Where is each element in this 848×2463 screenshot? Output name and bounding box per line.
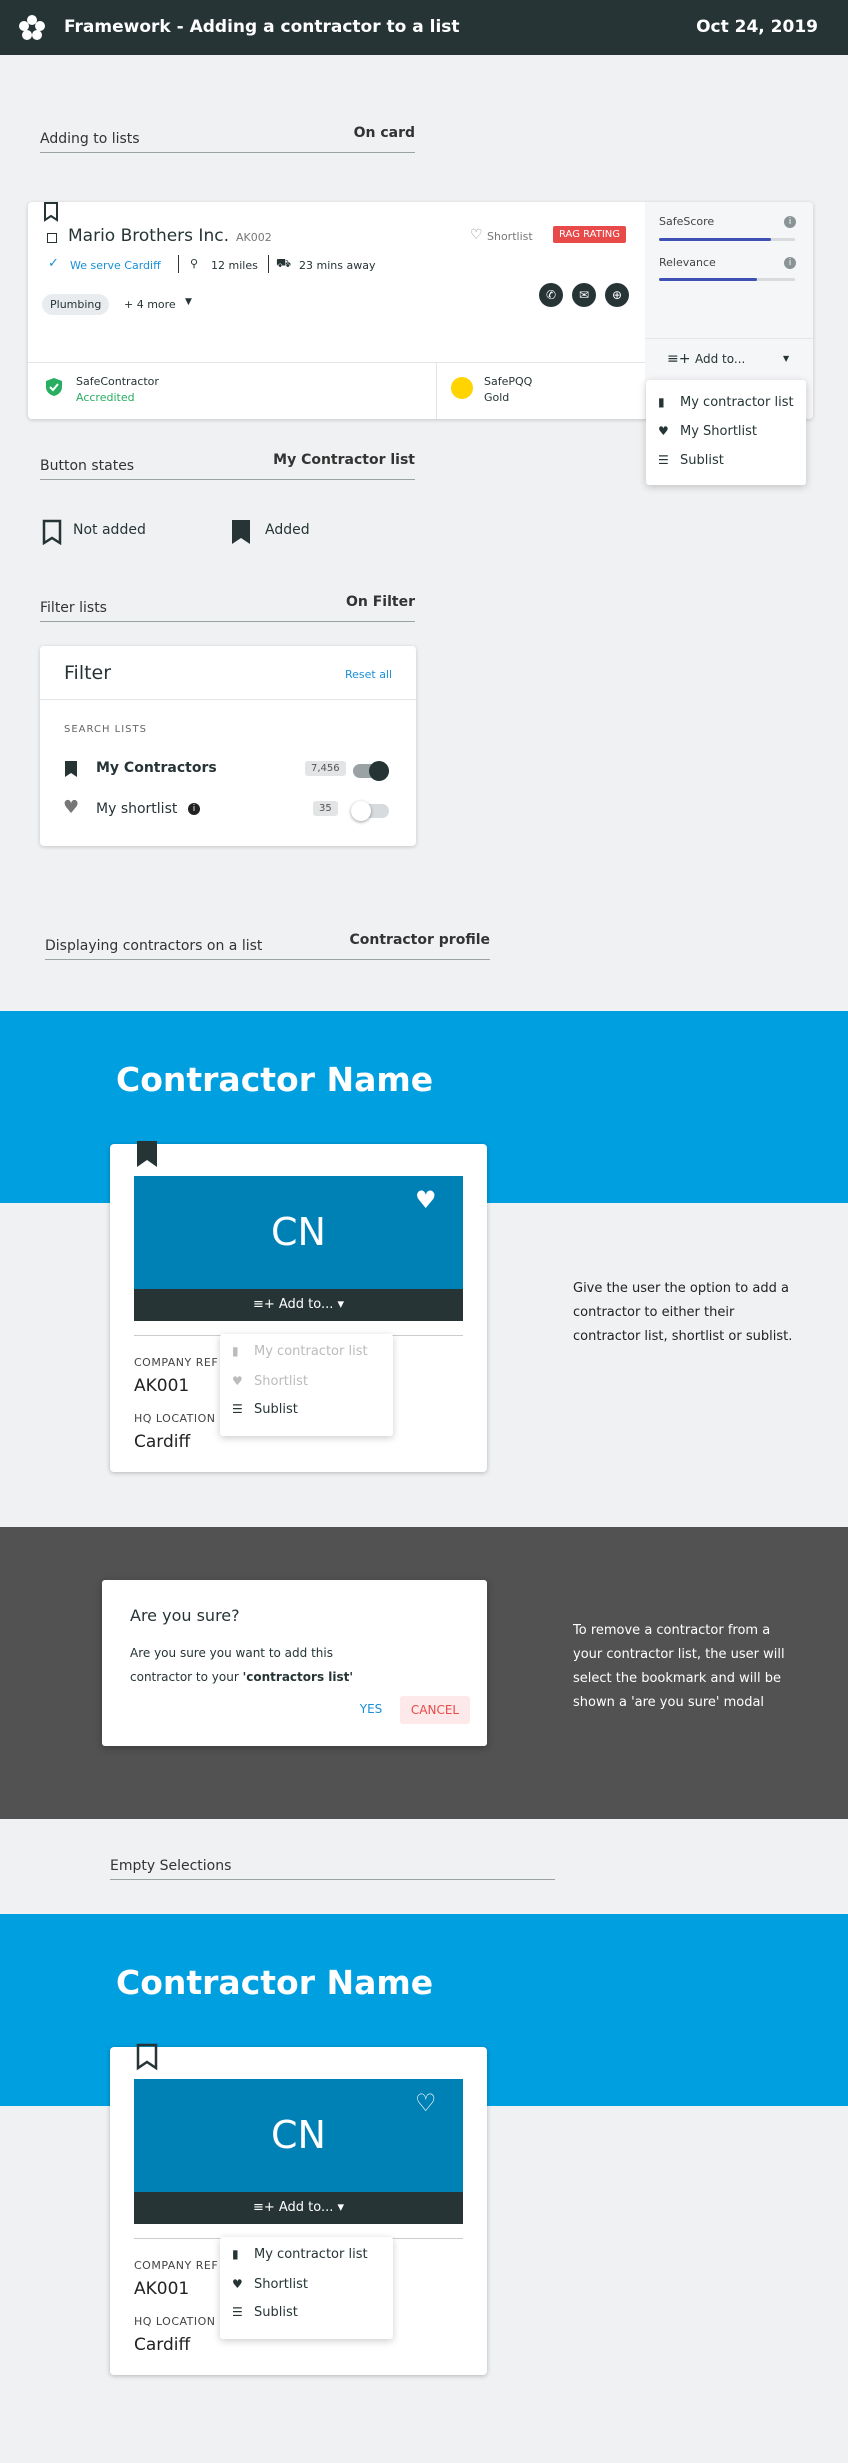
playlist-add-icon: ≡+: [252, 1297, 279, 1312]
playlist-add-icon: ≡+: [667, 351, 691, 367]
menu-item-label: Sublist: [680, 453, 724, 468]
yes-button[interactable]: YES: [359, 1702, 383, 1716]
heart-icon: ♥: [232, 2277, 243, 2291]
contractor-code: AK002: [236, 231, 272, 244]
menu-item-shortlist[interactable]: [232, 2277, 308, 2292]
add-to-label: Add to...: [695, 352, 746, 366]
add-to-button[interactable]: [659, 345, 799, 373]
add-to-button[interactable]: [134, 2192, 463, 2224]
select-checkbox[interactable]: [47, 233, 57, 243]
filter-row-label: My Contractors: [96, 760, 217, 776]
safepqq-level: Gold: [484, 391, 510, 404]
van-icon: ⛟: [276, 256, 292, 270]
heart-outline-icon[interactable]: ♡: [415, 2089, 437, 2117]
section-tag: Contractor profile: [349, 932, 490, 948]
accredited-status: Accredited: [76, 391, 135, 404]
contractor-name[interactable]: Mario Brothers Inc.: [68, 226, 229, 246]
modal-body-emphasis: 'contractors list': [242, 1670, 354, 1684]
section-tag: My Contractor list: [273, 452, 415, 468]
page-date: Oct 24, 2019: [696, 17, 818, 37]
filter-row-label: My shortlist: [96, 801, 178, 817]
section-label: Empty Selections: [110, 1858, 232, 1874]
section-empty: [110, 1852, 555, 1880]
logo-icon: [18, 14, 46, 42]
my-contractors-toggle[interactable]: [353, 764, 389, 778]
safescore-label: SafeScore: [659, 215, 715, 228]
section-display: [45, 932, 490, 960]
filter-title: Filter: [64, 662, 112, 684]
filter-count: 35: [313, 801, 338, 816]
modal-title: Are you sure?: [130, 1606, 240, 1625]
menu-item-shortlist-disabled: [232, 1374, 308, 1389]
reset-all-link[interactable]: Reset all: [345, 668, 393, 681]
relevance-bar: [659, 278, 795, 281]
list-icon: ☰: [658, 453, 669, 467]
section-tag: On Filter: [346, 594, 415, 610]
bookmark-icon[interactable]: [44, 202, 58, 222]
modal-body-line1: Are you sure you want to add this: [130, 1646, 333, 1660]
section-tag: On card: [353, 125, 415, 141]
bookmark-filled-icon[interactable]: [231, 519, 251, 545]
menu-item-contractor-list-disabled: [232, 1344, 368, 1359]
safescore-bar: [659, 238, 795, 241]
divider: [28, 362, 645, 363]
menu-item-label: My Shortlist: [680, 424, 758, 439]
trade-chip[interactable]: Plumbing: [42, 294, 109, 315]
menu-item-label: Shortlist: [254, 1374, 308, 1389]
menu-item-label: My contractor list: [680, 395, 794, 410]
section-filter: [40, 594, 415, 622]
menu-item-sublist[interactable]: [658, 453, 724, 468]
travel-time: 23 mins away: [299, 259, 376, 272]
add-to-menu: [646, 380, 806, 485]
bookmark-outline-icon[interactable]: [136, 2043, 158, 2071]
menu-item-sublist[interactable]: [232, 1402, 298, 1417]
info-icon[interactable]: i: [784, 257, 796, 269]
heart-filled-icon[interactable]: ♥: [415, 1186, 437, 1214]
page-title: Framework - Adding a contractor to a list: [64, 17, 460, 37]
cancel-button[interactable]: CANCEL: [400, 1696, 470, 1724]
safecontractor-label: SafeContractor: [76, 375, 159, 388]
modal-body-text: contractor to your: [130, 1670, 239, 1684]
filter-count: 7,456: [305, 761, 346, 776]
company-ref-value: AK001: [134, 2279, 190, 2299]
info-icon[interactable]: i: [784, 216, 796, 228]
confirm-modal: [102, 1580, 487, 1746]
menu-item-label: Shortlist: [254, 2277, 308, 2292]
company-ref-label: COMPANY REF: [134, 1356, 219, 1369]
added-label: Added: [265, 522, 310, 538]
chevron-down-icon: ▼: [783, 354, 790, 363]
chevron-down-icon: ▾: [333, 1297, 345, 1312]
add-to-label: Add to...: [278, 1297, 334, 1312]
section-label: Button states: [40, 458, 135, 474]
more-trades[interactable]: + 4 more: [124, 298, 176, 311]
phone-icon[interactable]: ✆: [539, 283, 563, 307]
bookmark-icon: ▮: [232, 1344, 239, 1358]
heart-outline-icon[interactable]: ♡: [470, 227, 483, 243]
email-icon[interactable]: ✉: [572, 283, 596, 307]
avatar: CN: [134, 2079, 463, 2192]
company-ref-label: COMPANY REF: [134, 2259, 219, 2272]
list-icon: ☰: [232, 2305, 243, 2319]
bookmark-icon: ▮: [232, 2247, 239, 2261]
section-label: Adding to lists: [40, 131, 140, 147]
avatar: CN: [134, 1176, 463, 1289]
relevance-label: Relevance: [659, 256, 716, 269]
check-icon: ✓: [48, 256, 59, 271]
add-to-menu: [220, 2237, 393, 2339]
divider: [436, 362, 437, 419]
safepqq-label: SafePQQ: [484, 375, 533, 388]
section-adding: [40, 125, 415, 153]
hq-label: HQ LOCATION: [134, 2315, 216, 2328]
info-icon[interactable]: i: [188, 803, 200, 815]
section-label: Displaying contractors on a list: [45, 938, 263, 954]
playlist-add-icon: ≡+: [252, 2200, 279, 2215]
company-ref-value: AK001: [134, 1376, 190, 1396]
divider: [645, 338, 813, 339]
menu-item-contractor-list[interactable]: [658, 395, 794, 410]
heart-icon: ♥: [63, 797, 80, 818]
filter-section-label: SEARCH LISTS: [64, 724, 147, 735]
add-to-menu: [220, 1334, 393, 1436]
section-label: Filter lists: [40, 600, 107, 616]
not-added-label: Not added: [73, 522, 146, 538]
location-pin-icon: ⚲: [190, 257, 199, 270]
bookmark-filled-icon: [64, 760, 78, 778]
my-shortlist-toggle[interactable]: [353, 804, 389, 818]
divider: [40, 699, 416, 700]
section-buttons: [40, 452, 415, 480]
hq-label: HQ LOCATION: [134, 1412, 216, 1425]
serve-area: We serve Cardiff: [70, 259, 161, 272]
hq-value: Cardiff: [134, 1432, 191, 1452]
menu-item-label: Sublist: [254, 2305, 298, 2320]
shortlist-label[interactable]: Shortlist: [487, 230, 533, 243]
add-to-label: Add to...: [278, 2200, 334, 2215]
rag-rating-badge: RAG RATING: [553, 226, 626, 243]
distance: 12 miles: [211, 259, 258, 272]
note-remove: To remove a contractor from a your contractor list, the user will select the bookmark and will be shown a 'are you sure' modal: [573, 1623, 785, 1710]
bookmark-outline-icon[interactable]: [42, 519, 62, 545]
app-header: [0, 0, 848, 55]
menu-item-label: My contractor list: [254, 2247, 368, 2262]
heart-icon: ♥: [658, 424, 669, 438]
menu-item-contractor-list[interactable]: [232, 2247, 368, 2262]
filter-panel: [40, 646, 416, 846]
note-add-options: Give the user the option to add a contractor to either their contractor list, shortlist or sublist.: [573, 1281, 793, 1344]
contractor-name: Contractor Name: [116, 1060, 434, 1099]
contractor-name: Contractor Name: [116, 1963, 434, 2002]
menu-item-label: My contractor list: [254, 1344, 368, 1359]
menu-item-label: Sublist: [254, 1402, 298, 1417]
heart-icon: ♥: [232, 1374, 243, 1388]
divider: [268, 255, 269, 273]
divider: [178, 255, 179, 273]
bookmark-icon: ▮: [658, 395, 665, 409]
globe-icon[interactable]: ⊕: [605, 283, 629, 307]
add-to-button[interactable]: [134, 1289, 463, 1321]
chevron-down-icon[interactable]: ▼: [185, 297, 192, 307]
bookmark-filled-icon[interactable]: [136, 1140, 158, 1168]
list-icon: ☰: [232, 1402, 243, 1416]
menu-item-sublist[interactable]: [232, 2305, 298, 2320]
hq-value: Cardiff: [134, 2335, 191, 2355]
shield-check-icon: [45, 377, 63, 397]
chevron-down-icon: ▾: [333, 2200, 345, 2215]
gold-badge-icon: [451, 377, 473, 399]
modal-body-line2: [130, 1670, 353, 1684]
menu-item-shortlist[interactable]: [658, 424, 757, 439]
